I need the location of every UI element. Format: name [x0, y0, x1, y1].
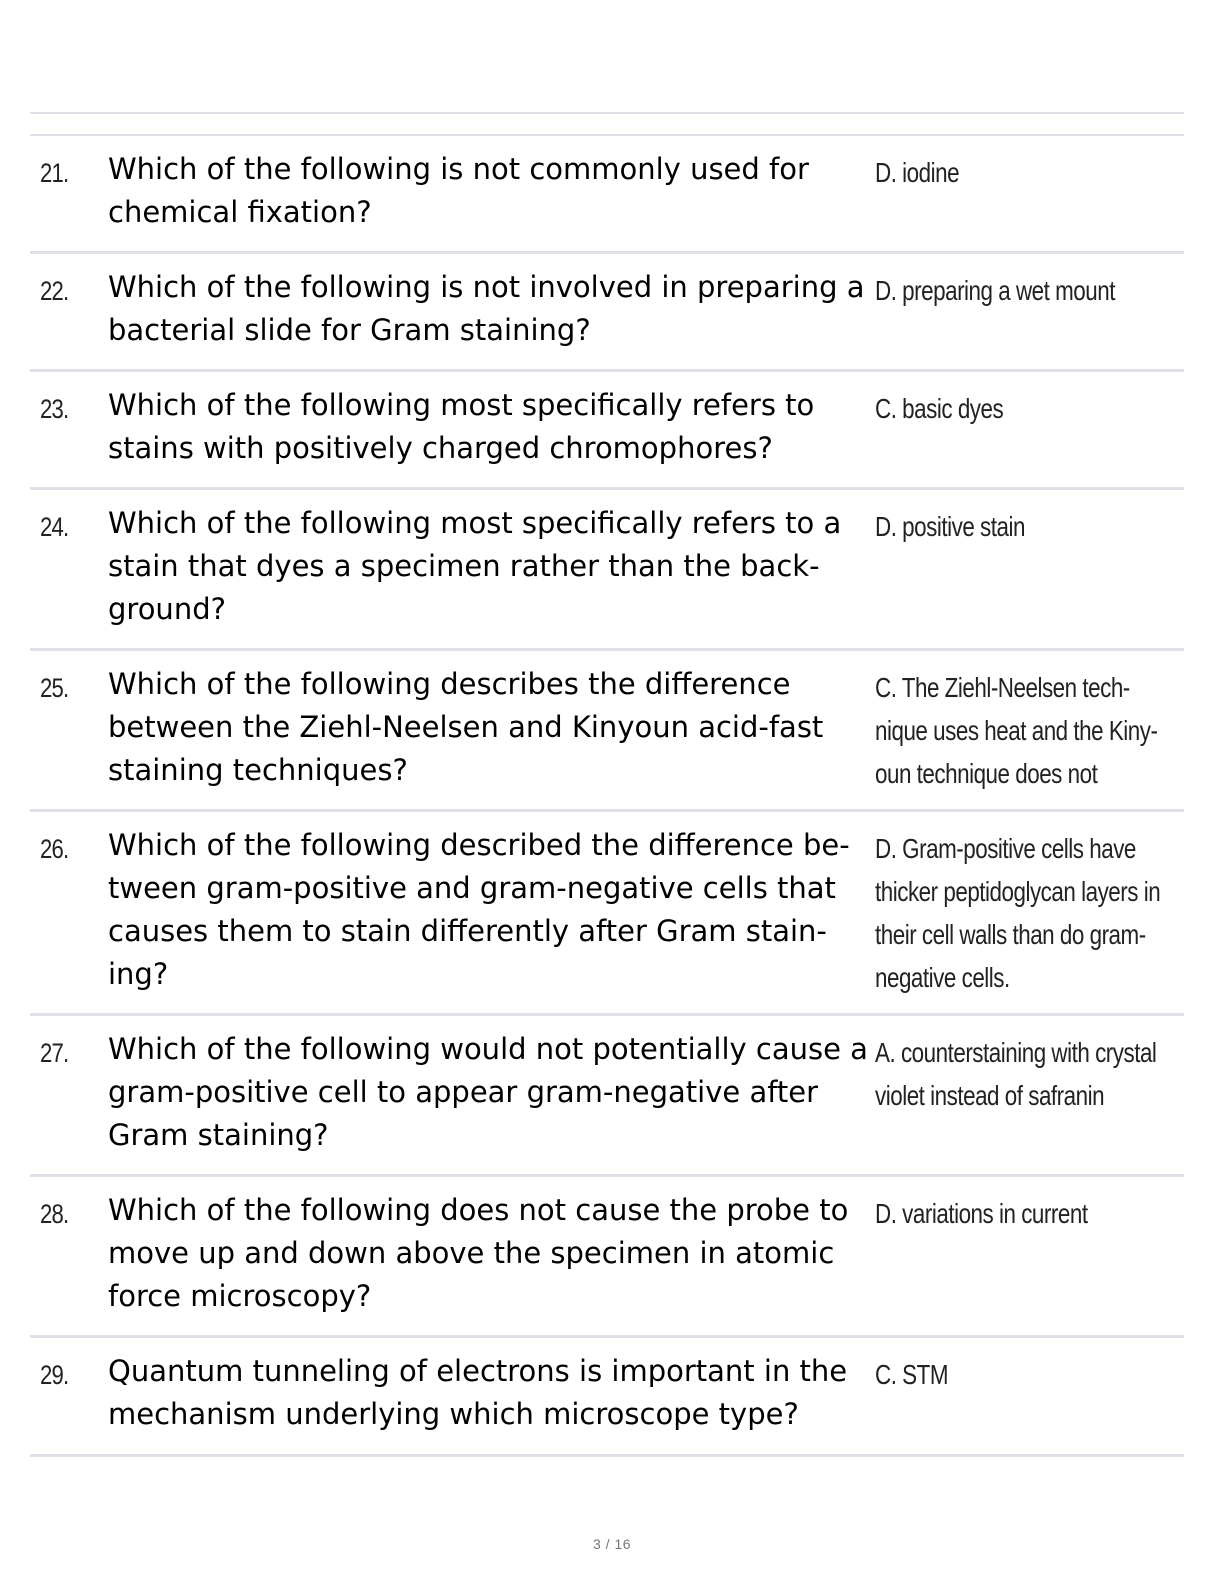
header-divider-top [30, 112, 1184, 114]
question-text: Which of the following is not involved in preparing a bacterial slide for Gram staining? [108, 270, 865, 347]
question-row-21 [30, 136, 1184, 254]
question-answer-list [30, 136, 1184, 1457]
answer-text: A. counterstaining with crystal violet instead of safranin [875, 1037, 1157, 1111]
question-text: Quantum tunneling of electrons is important in the mechanism underlying which microscope type? [108, 1354, 848, 1431]
page-number: 3 / 16 [592, 1536, 632, 1552]
question-text: Which of the following described the difference be-tween gram-positive and gram-negative cells that causes them to stain differently after Gram stain-ing? [108, 828, 850, 991]
question-number: 22. [40, 276, 69, 306]
question-row-23 [30, 372, 1184, 490]
question-row-22 [30, 254, 1184, 372]
answer-text: D. Gram-positive cells have thicker peptidoglycan layers in their cell walls than do gram-negative cells. [875, 833, 1161, 993]
question-number: 26. [40, 834, 69, 864]
answer-text: C. The Ziehl-Neelsen tech-nique uses heat and the Kiny-oun technique does not [875, 672, 1158, 789]
question-row-28 [30, 1177, 1184, 1338]
answer-text: D. iodine [875, 157, 960, 188]
question-row-24 [30, 490, 1184, 651]
question-text: Which of the following does not cause the probe to move up and down above the specimen in atomic force microscopy? [108, 1193, 849, 1313]
question-text: Which of the following most specifically refers to stains with positively charged chromophores? [108, 388, 815, 465]
question-number: 29. [40, 1360, 69, 1390]
question-text: Which of the following describes the difference between the Ziehl-Neelsen and Kinyoun acid-fast staining techniques? [108, 667, 824, 787]
question-number: 21. [40, 158, 69, 188]
question-number: 25. [40, 673, 69, 703]
question-row-29 [30, 1338, 1184, 1457]
question-number: 24. [40, 512, 69, 542]
question-text: Which of the following most specifically refers to a stain that dyes a specimen rather than the back-ground? [108, 506, 842, 626]
answer-text: D. variations in current [875, 1198, 1088, 1229]
answer-text: C. basic dyes [875, 393, 1004, 424]
question-row-27 [30, 1016, 1184, 1177]
question-number: 23. [40, 394, 69, 424]
question-number: 28. [40, 1199, 69, 1229]
question-number: 27. [40, 1038, 69, 1068]
question-row-26 [30, 812, 1184, 1016]
question-text: Which of the following is not commonly used for chemical fixation? [108, 152, 809, 229]
question-text: Which of the following would not potentially cause a gram-positive cell to appear gram-negative after Gram staining? [108, 1032, 868, 1152]
question-row-25 [30, 651, 1184, 812]
answer-text: D. preparing a wet mount [875, 275, 1115, 306]
answer-text: D. positive stain [875, 511, 1025, 542]
answer-text: C. STM [875, 1359, 949, 1390]
